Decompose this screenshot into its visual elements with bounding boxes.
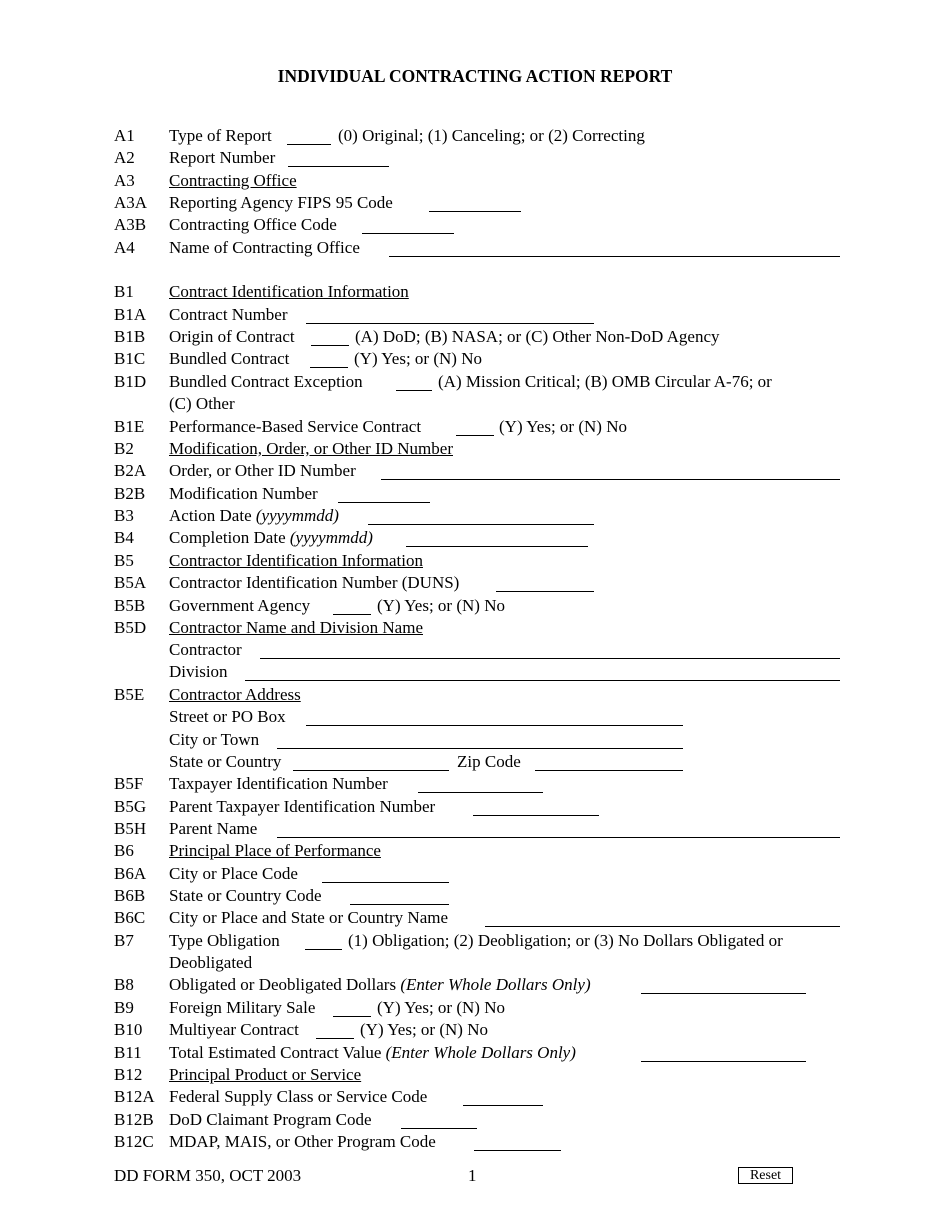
item-label: City or Town (169, 730, 260, 749)
item-options: (Y) Yes; or (N) No (354, 349, 482, 368)
item-label: Total Estimated Contract Value (169, 1043, 382, 1062)
state-country-code-field[interactable] (350, 886, 449, 905)
item-options: Deobligated (169, 953, 253, 972)
type-of-report-field[interactable] (287, 126, 331, 145)
row-b5a (0, 572, 950, 594)
row-b1e (0, 416, 950, 438)
total-contract-value-field[interactable] (641, 1043, 806, 1062)
item-options: (Y) Yes; or (N) No (499, 417, 627, 436)
report-number-field[interactable] (288, 148, 389, 167)
duns-field[interactable] (496, 573, 594, 592)
item-label: Contract Number (169, 305, 288, 324)
parent-taxpayer-id-field[interactable] (473, 797, 599, 816)
supply-class-field[interactable] (463, 1087, 543, 1106)
row-b9 (0, 997, 950, 1019)
item-label: Bundled Contract Exception (169, 372, 363, 391)
item-code: B12 (114, 1065, 143, 1084)
row-b12c (0, 1131, 950, 1153)
item-options: (Y) Yes; or (N) No (377, 596, 505, 615)
claimant-program-code-field[interactable] (401, 1110, 477, 1129)
row-a3b (0, 214, 950, 236)
item-code: B4 (114, 528, 134, 547)
contract-number-field[interactable] (306, 305, 594, 324)
row-street (0, 706, 950, 728)
row-b1d (0, 371, 950, 393)
row-b8 (0, 974, 950, 996)
item-label: Performance-Based Service Contract (169, 417, 422, 436)
division-name-field[interactable] (245, 662, 840, 681)
item-label: State or Country (169, 752, 282, 771)
item-label: Contracting Office Code (169, 215, 337, 234)
item-code: A3A (114, 193, 148, 212)
item-label: Government Agency (169, 596, 311, 615)
item-label: Type Obligation (169, 931, 280, 950)
item-code: B5H (114, 819, 147, 838)
item-label: Action Date (169, 506, 252, 525)
contracting-office-name-field[interactable] (389, 238, 840, 257)
item-code: B1D (114, 372, 147, 391)
item-label: Parent Taxpayer Identification Number (169, 797, 436, 816)
item-code: B8 (114, 975, 134, 994)
row-state (0, 751, 950, 773)
row-b11 (0, 1042, 950, 1064)
item-label: Type of Report (169, 126, 272, 145)
item-label: City or Place and State or Country Name (169, 908, 449, 927)
item-code: B10 (114, 1020, 143, 1039)
row-b7 (0, 930, 950, 952)
item-code: B2 (114, 439, 134, 458)
section-heading: Principal Product or Service (169, 1065, 362, 1084)
item-hint: (Enter Whole Dollars Only) (400, 975, 591, 994)
row-b1a (0, 304, 950, 326)
item-code: B6A (114, 864, 147, 883)
reset-button[interactable]: Reset (738, 1167, 793, 1184)
item-label: Origin of Contract (169, 327, 295, 346)
row-b2a (0, 460, 950, 482)
item-options: (0) Original; (1) Canceling; or (2) Correcting (338, 126, 645, 145)
city-field[interactable] (277, 730, 683, 749)
item-label: Contractor Identification Number (DUNS) (169, 573, 460, 592)
row-b3 (0, 505, 950, 527)
item-code: B6C (114, 908, 146, 927)
item-code: A3 (114, 171, 135, 190)
modification-number-field[interactable] (338, 484, 430, 503)
item-options: (A) Mission Critical; (B) OMB Circular A-76; or (438, 372, 772, 391)
row-b5d (0, 617, 950, 639)
item-label: Foreign Military Sale (169, 998, 316, 1017)
taxpayer-id-field[interactable] (418, 774, 543, 793)
item-code: B12B (114, 1110, 154, 1129)
item-code: B5 (114, 551, 134, 570)
row-b1d-cont (0, 393, 950, 415)
section-heading: Contractor Address (169, 685, 301, 704)
item-label: Taxpayer Identification Number (169, 774, 388, 793)
item-code: B12C (114, 1132, 154, 1151)
row-a4 (0, 237, 950, 259)
parent-name-field[interactable] (277, 819, 840, 838)
form-number: DD FORM 350, OCT 2003 (114, 1166, 302, 1185)
row-b5 (0, 550, 950, 572)
item-options: (C) Other (169, 394, 235, 413)
row-b5e (0, 684, 950, 706)
row-b5f (0, 773, 950, 795)
government-agency-field[interactable] (333, 596, 371, 615)
item-hint: (yyyymmdd) (255, 506, 339, 525)
state-field[interactable] (293, 752, 449, 771)
row-a1 (0, 125, 950, 147)
place-name-field[interactable] (485, 908, 840, 927)
row-b12b (0, 1109, 950, 1131)
item-hint: (yyyymmdd) (289, 528, 373, 547)
item-code: B2B (114, 484, 146, 503)
row-b1b (0, 326, 950, 348)
zip-label: Zip Code (457, 752, 521, 771)
program-code-field[interactable] (474, 1132, 561, 1151)
zip-code-field[interactable] (535, 752, 683, 771)
item-label: City or Place Code (169, 864, 298, 883)
street-field[interactable] (306, 707, 683, 726)
fips-code-field[interactable] (429, 193, 521, 212)
item-code: B1B (114, 327, 146, 346)
item-code: B12A (114, 1087, 155, 1106)
item-code: B5D (114, 618, 147, 637)
item-label: Contractor (169, 640, 242, 659)
section-heading: Contract Identification Information (169, 282, 409, 301)
item-code: B9 (114, 998, 134, 1017)
row-city (0, 729, 950, 751)
item-code: B1 (114, 282, 134, 301)
row-b2b (0, 483, 950, 505)
item-label: DoD Claimant Program Code (169, 1110, 372, 1129)
item-code: A1 (114, 126, 135, 145)
page-title: INDIVIDUAL CONTRACTING ACTION REPORT (277, 66, 673, 86)
row-division (0, 661, 950, 683)
item-options: (A) DoD; (B) NASA; or (C) Other Non-DoD Agency (355, 327, 720, 346)
type-obligation-field[interactable] (305, 931, 342, 950)
item-code: B1E (114, 417, 145, 436)
item-label: Completion Date (169, 528, 286, 547)
row-b6b (0, 885, 950, 907)
row-b5h (0, 818, 950, 840)
section-heading: Modification, Order, or Other ID Number (169, 439, 453, 458)
row-b6a (0, 863, 950, 885)
item-code: B5E (114, 685, 145, 704)
action-date-field[interactable] (368, 506, 594, 525)
foreign-military-sale-field[interactable] (333, 998, 371, 1017)
row-b6 (0, 840, 950, 862)
contractor-name-field[interactable] (260, 640, 840, 659)
item-label: Bundled Contract (169, 349, 290, 368)
page-number: 1 (468, 1166, 477, 1185)
item-code: A2 (114, 148, 135, 167)
completion-date-field[interactable] (406, 528, 588, 547)
section-heading: Contracting Office (169, 171, 297, 190)
row-b4 (0, 527, 950, 549)
item-code: B3 (114, 506, 134, 525)
item-label: Modification Number (169, 484, 318, 503)
item-code: B5F (114, 774, 144, 793)
item-label: Federal Supply Class or Service Code (169, 1087, 428, 1106)
row-b6c (0, 907, 950, 929)
row-contractor (0, 639, 950, 661)
place-code-field[interactable] (322, 864, 449, 883)
multiyear-contract-field[interactable] (316, 1020, 354, 1039)
item-label: Division (169, 662, 228, 681)
contracting-office-code-field[interactable] (362, 215, 454, 234)
item-label: Report Number (169, 148, 276, 167)
row-b12a (0, 1086, 950, 1108)
item-code: B5G (114, 797, 147, 816)
row-b1c (0, 348, 950, 370)
obligated-dollars-field[interactable] (641, 975, 806, 994)
item-label: Parent Name (169, 819, 258, 838)
item-label: Order, or Other ID Number (169, 461, 356, 480)
order-id-field[interactable] (381, 461, 840, 480)
section-heading: Principal Place of Performance (169, 841, 381, 860)
item-options: (Y) Yes; or (N) No (360, 1020, 488, 1039)
section-heading: Contractor Name and Division Name (169, 618, 423, 637)
item-code: A4 (114, 238, 135, 257)
item-code: B5B (114, 596, 146, 615)
bundled-exception-field[interactable] (396, 372, 432, 391)
row-b12 (0, 1064, 950, 1086)
item-code: B2A (114, 461, 147, 480)
item-code: A3B (114, 215, 147, 234)
item-label: Street or PO Box (169, 707, 286, 726)
item-code: B11 (114, 1043, 142, 1062)
item-code: B6B (114, 886, 146, 905)
item-label: Name of Contracting Office (169, 238, 360, 257)
row-b10 (0, 1019, 950, 1041)
row-a2 (0, 147, 950, 169)
origin-of-contract-field[interactable] (311, 327, 349, 346)
item-code: B5A (114, 573, 147, 592)
item-hint: (Enter Whole Dollars Only) (385, 1043, 576, 1062)
item-label: Obligated or Deobligated Dollars (169, 975, 397, 994)
item-code: B6 (114, 841, 134, 860)
row-b5g (0, 796, 950, 818)
item-label: Reporting Agency FIPS 95 Code (169, 193, 393, 212)
row-a3 (0, 170, 950, 192)
item-label: MDAP, MAIS, or Other Program Code (169, 1132, 436, 1151)
row-b1 (0, 281, 950, 303)
item-code: B1A (114, 305, 147, 324)
item-options: (1) Obligation; (2) Deobligation; or (3) No Dollars Obligated or (348, 931, 783, 950)
item-options: (Y) Yes; or (N) No (377, 998, 505, 1017)
item-label: Multiyear Contract (169, 1020, 299, 1039)
performance-based-field[interactable] (456, 417, 494, 436)
row-a3a (0, 192, 950, 214)
row-b7-cont (0, 952, 950, 974)
bundled-contract-field[interactable] (310, 349, 348, 368)
item-code: B7 (114, 931, 134, 950)
item-code: B1C (114, 349, 146, 368)
row-b2 (0, 438, 950, 460)
row-b5b (0, 595, 950, 617)
item-label: State or Country Code (169, 886, 322, 905)
section-heading: Contractor Identification Information (169, 551, 423, 570)
